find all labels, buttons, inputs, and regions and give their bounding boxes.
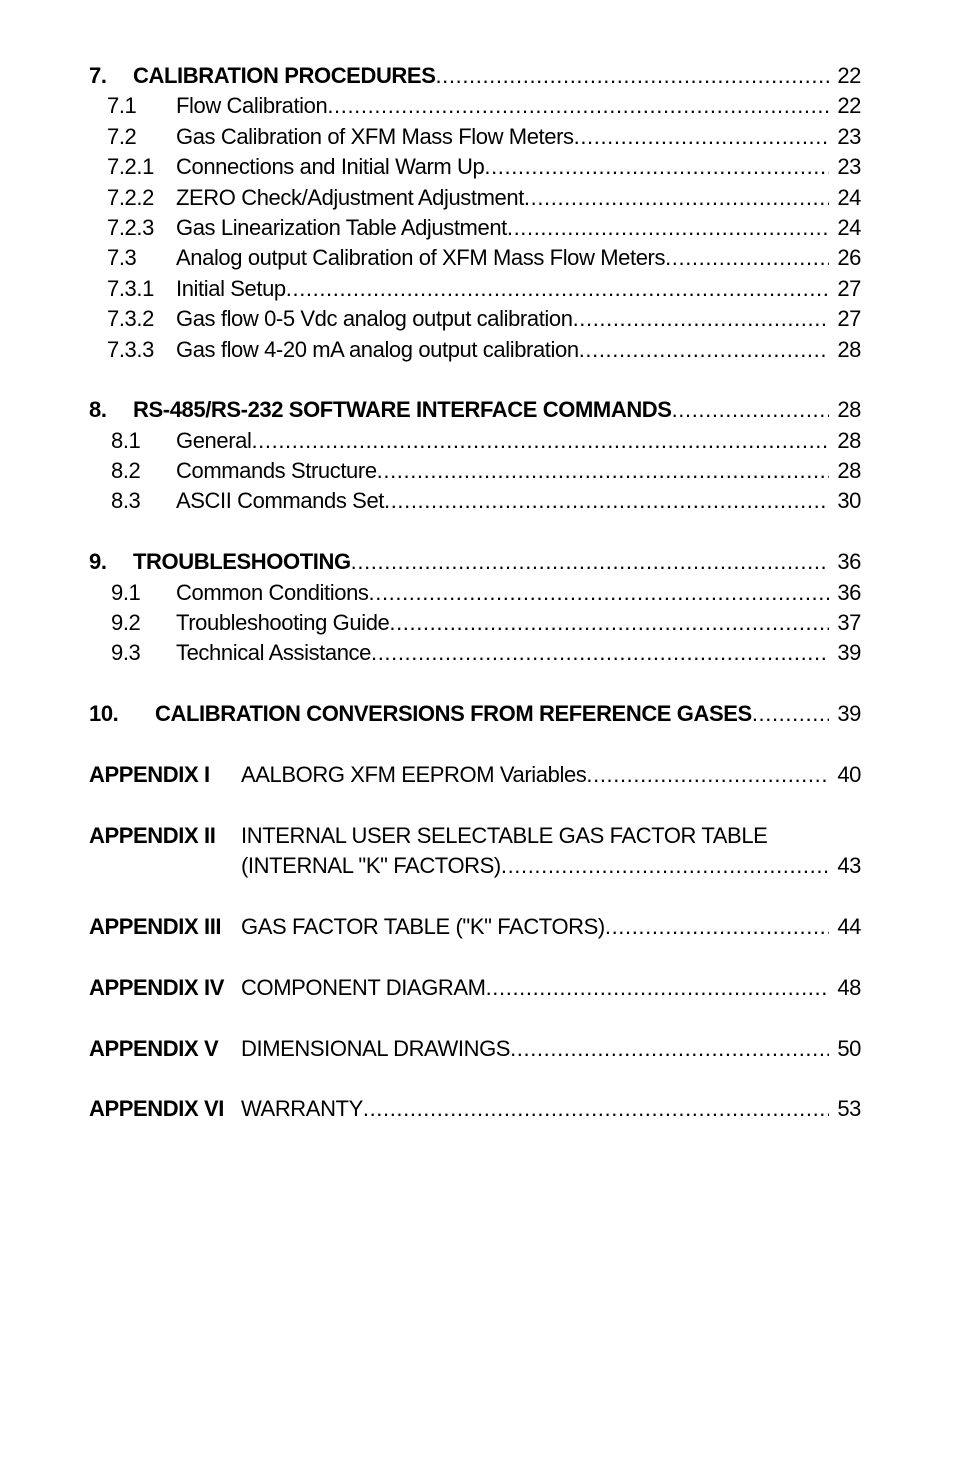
- dot-leader: [371, 638, 829, 668]
- toc-entry-chapter-9: [89, 547, 861, 577]
- toc-entry-9-1: [89, 578, 861, 608]
- page-number: 37: [837, 610, 861, 636]
- entry-number: 7.3.1: [107, 275, 154, 301]
- entry-title: Gas Linearization Table Adjustment: [176, 214, 507, 240]
- dot-leader: [574, 122, 829, 152]
- toc-entry-7-3-3: [89, 335, 861, 365]
- toc-entry-appendix-ii: [89, 821, 861, 851]
- dot-leader: [665, 243, 829, 273]
- appendix-label: APPENDIX IV: [89, 974, 224, 1000]
- page-number: 28: [837, 458, 861, 484]
- page-number: 28: [837, 427, 861, 453]
- page-number: 22: [837, 63, 861, 88]
- appendix-label: APPENDIX III: [89, 913, 222, 939]
- page-number: 39: [837, 701, 861, 727]
- dot-leader: [389, 608, 829, 638]
- toc-entry-7-3-1: [89, 274, 861, 304]
- entry-number: 8.2: [111, 458, 141, 484]
- toc-entry-7-3-2: [89, 304, 861, 334]
- page-number: 44: [837, 913, 861, 939]
- toc-entry-8-1: [89, 426, 861, 456]
- toc-entry-appendix-v: [89, 1034, 861, 1064]
- page-number: 26: [837, 245, 861, 271]
- toc-entry-7-1: [89, 91, 861, 121]
- entry-number: 7.3: [107, 245, 137, 271]
- dot-leader: [384, 486, 829, 516]
- dot-leader: [486, 973, 829, 1003]
- entry-title: ASCII Commands Set: [176, 488, 384, 514]
- toc-entry-7-2-2: [89, 183, 861, 213]
- dot-leader: [672, 395, 829, 425]
- dot-leader: [586, 760, 829, 790]
- dot-leader: [507, 213, 829, 243]
- page-number: 53: [837, 1096, 861, 1122]
- appendix-label: APPENDIX II: [89, 822, 216, 848]
- entry-title: Flow Calibration: [176, 93, 328, 119]
- toc-entry-appendix-vi: [89, 1094, 861, 1124]
- page-number: 48: [837, 974, 861, 1000]
- dot-leader: [524, 183, 829, 213]
- entry-title: Technical Assistance: [176, 640, 371, 666]
- page-number: 39: [837, 640, 861, 666]
- entry-number: 9.3: [111, 640, 141, 666]
- entry-title: Gas flow 4-20 mA analog output calibration: [176, 336, 579, 362]
- entry-title: GAS FACTOR TABLE ("K" FACTORS): [241, 913, 605, 939]
- entry-number: 9.1: [111, 579, 141, 605]
- entry-title: AALBORG XFM EEPROM Variables: [241, 761, 587, 787]
- toc-entry-appendix-iii: [89, 912, 861, 942]
- appendix-label: APPENDIX V: [89, 1035, 219, 1061]
- toc-entry-appendix-iv: [89, 973, 861, 1003]
- entry-title: ZERO Check/Adjustment Adjustment: [176, 184, 524, 210]
- dot-leader: [752, 699, 829, 729]
- entry-number: 10.: [89, 701, 119, 727]
- entry-number: 7.3.3: [107, 336, 154, 362]
- entry-number: 8.3: [111, 488, 141, 514]
- entry-title: TROUBLESHOOTING: [133, 549, 351, 575]
- entry-number: 7.: [89, 63, 107, 88]
- entry-title: Connections and Initial Warm Up: [176, 154, 485, 180]
- entry-title: COMPONENT DIAGRAM: [241, 974, 486, 1000]
- toc-entry-8-3: [89, 486, 861, 516]
- entry-title: RS-485/RS-232 SOFTWARE INTERFACE COMMANDS: [133, 397, 672, 423]
- page-number: 24: [837, 214, 861, 240]
- toc-entry-appendix-ii-continued: [89, 851, 861, 881]
- dot-leader: [351, 547, 829, 577]
- entry-number: 7.2: [107, 123, 137, 149]
- entry-title: Common Conditions: [176, 579, 369, 605]
- dot-leader: [369, 578, 829, 608]
- dot-leader: [377, 456, 829, 486]
- toc-entry-chapter-8: [89, 395, 861, 425]
- page-number: 30: [837, 488, 861, 514]
- entry-title: General: [176, 427, 252, 453]
- toc-entry-9-3: [89, 638, 861, 668]
- entry-title: Gas Calibration of XFM Mass Flow Meters: [176, 123, 574, 149]
- entry-number: 7.2.3: [107, 214, 154, 240]
- dot-leader: [510, 1034, 829, 1064]
- dot-leader: [363, 1094, 829, 1124]
- page-number: 43: [837, 853, 861, 879]
- dot-leader: [501, 851, 829, 881]
- entry-number: 7.2.1: [107, 154, 154, 180]
- entry-title-continued: (INTERNAL "K" FACTORS): [241, 853, 501, 879]
- entry-title: DIMENSIONAL DRAWINGS: [241, 1035, 511, 1061]
- entry-title: CALIBRATION PROCEDURES: [133, 63, 436, 88]
- appendix-label: APPENDIX I: [89, 761, 210, 787]
- dot-leader: [573, 304, 829, 334]
- entry-number: 9.: [89, 549, 107, 575]
- entry-title: Troubleshooting Guide: [176, 610, 390, 636]
- entry-number: 8.1: [111, 427, 141, 453]
- toc-entry-appendix-i: [89, 760, 861, 790]
- page-number: 28: [837, 336, 861, 362]
- page-number: 36: [837, 549, 861, 575]
- dot-leader: [605, 912, 829, 942]
- toc-entry-7-3: [89, 243, 861, 273]
- page-number: 27: [837, 306, 861, 332]
- page-number: 36: [837, 579, 861, 605]
- page-number: 40: [837, 761, 861, 787]
- page-number: 22: [837, 93, 861, 119]
- toc-entry-9-2: [89, 608, 861, 638]
- dot-leader: [484, 152, 829, 182]
- appendix-label: APPENDIX VI: [89, 1096, 224, 1122]
- dot-leader: [579, 335, 829, 365]
- entry-title: INTERNAL USER SELECTABLE GAS FACTOR TABLE: [241, 822, 768, 848]
- dot-leader: [327, 91, 829, 121]
- toc-entry-chapter-10: [89, 699, 861, 729]
- page-number: 50: [837, 1035, 861, 1061]
- table-of-contents: [89, 61, 861, 1125]
- entry-title: Analog output Calibration of XFM Mass Flow Meters: [176, 245, 666, 271]
- toc-entry-7-2-1: [89, 152, 861, 182]
- page-number: 28: [837, 397, 861, 423]
- entry-title: CALIBRATION CONVERSIONS FROM REFERENCE GASES: [155, 701, 752, 727]
- page-number: 27: [837, 275, 861, 301]
- page-number: 23: [837, 154, 861, 180]
- toc-entry-8-2: [89, 456, 861, 486]
- toc-entry-7-2: [89, 122, 861, 152]
- entry-title: WARRANTY: [241, 1096, 363, 1122]
- dot-leader: [251, 426, 829, 456]
- entry-number: 7.2.2: [107, 184, 154, 210]
- page-number: 23: [837, 123, 861, 149]
- toc-entry-chapter-7: [89, 61, 861, 91]
- page-number: 24: [837, 184, 861, 210]
- entry-title: Gas flow 0-5 Vdc analog output calibration: [176, 306, 573, 332]
- entry-number: 7.1: [107, 93, 137, 119]
- entry-number: 9.2: [111, 610, 141, 636]
- dot-leader: [286, 274, 829, 304]
- entry-title: Commands Structure: [176, 458, 377, 484]
- entry-title: Initial Setup: [176, 275, 286, 301]
- entry-number: 7.3.2: [107, 306, 154, 332]
- entry-number: 8.: [89, 397, 107, 423]
- toc-entry-7-2-3: [89, 213, 861, 243]
- dot-leader: [435, 61, 829, 91]
